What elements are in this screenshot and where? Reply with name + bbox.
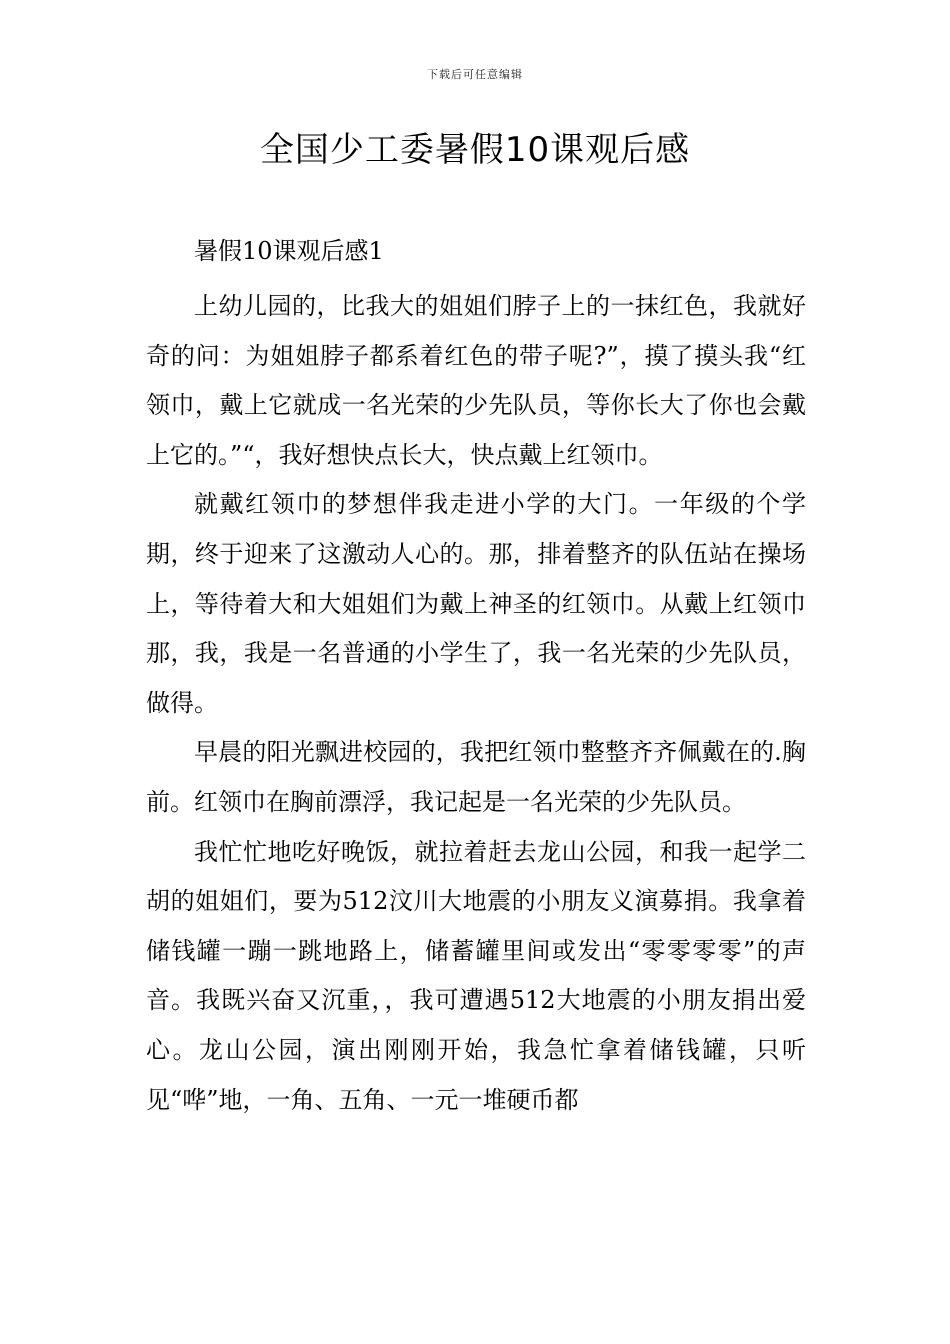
paragraph: 早晨的阳光飘进校园的，我把红领巾整整齐齐佩戴在的.胸前。红领巾在胸前漂浮，我记起是一名光荣的少先队员。 [146, 738, 806, 816]
paragraph: 我忙忙地吃好晚饭，就拉着赶去龙山公园，和我一起学二胡的姐姐们，要为512汶川大地震的小朋友义演募捐。我拿着储钱罐一蹦一跳地路上，储蓄罐里间或发出“零零零零”的声音。我既兴奋又沉重，，我可遭遇512大地震的小朋友捐出爱心。龙山公园，演出刚刚开始，我急忙拿着储钱罐，只听见“哗”地，一角、五角、一元一堆硬币都 [146, 837, 806, 1114]
paragraph: 就戴红领巾的梦想伴我走进小学的大门。一年级的个学期，终于迎来了这激动人心的。那，排着整齐的队伍站在操场上，等待着大和大姐姐们为戴上神圣的红领巾。从戴上红领巾那，我，我是一名普通的小学生了，我一名光荣的少先队员，做得。 [146, 490, 806, 717]
paragraph: 上幼儿园的，比我大的姐姐们脖子上的一抹红色，我就好奇的问：为姐姐脖子都系着红色的带子呢?”，摸了摸头我“红领巾，戴上它就成一名光荣的少先队员，等你长大了你也会戴上它的。”“，我好想快点长大，快点戴上红领巾。 [146, 292, 806, 469]
document-body [146, 226, 806, 1125]
document-title: 全国少工委暑假10课观后感 [259, 130, 691, 170]
header-note: 下载后可任意编辑 [427, 68, 523, 81]
section-subheading: 暑假10课观后感1 [194, 237, 384, 265]
